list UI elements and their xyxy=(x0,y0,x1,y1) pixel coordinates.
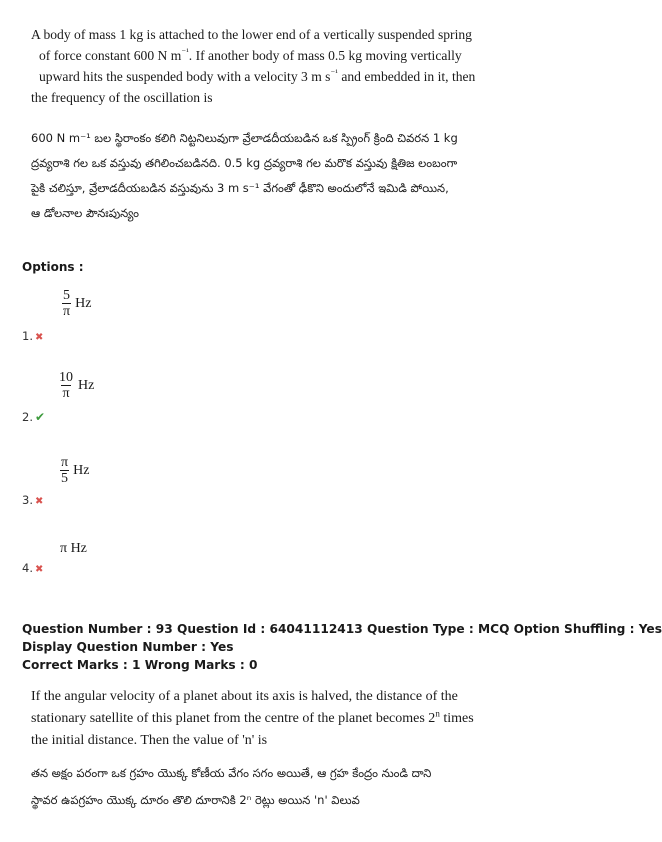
question-meta-line: Display Question Number : Yes xyxy=(22,640,234,654)
question2-line: the initial distance. Then the value of 'n' is xyxy=(31,733,268,748)
option-2-numerator: 10 xyxy=(59,370,73,385)
wrong-icon: ✖ xyxy=(34,496,44,507)
question-line: A body of mass 1 kg is attached to the lower end of a vertically suspended spring xyxy=(31,27,472,42)
option-2-denominator: π xyxy=(62,386,70,401)
question-line-te: ద్రవ్యరాశి గల ఒక వస్తువు తగిలించబడినది. 0.5 kg ద్రవ్యరాశి గల మరొక వస్తువు క్షితిజ లంబంగా xyxy=(31,156,458,170)
question-text-en xyxy=(31,24,551,108)
option-3-unit: Hz xyxy=(73,462,90,478)
question-line-te: 600 N m⁻¹ బల స్థిరాంకం కలిగి నిట్టనిలువుగా వ్రేలాడదీయబడిన ఒక స్ప్రింగ్ క్రింది చివరన 1 kg xyxy=(31,131,458,145)
option-1-label xyxy=(22,329,43,343)
option-2-value[interactable] xyxy=(58,370,94,401)
option-3-label xyxy=(22,493,43,507)
question-line: upward hits the suspended body with a velocity 3 m $s^{^{-1}}$ and embedded in it, then xyxy=(39,67,476,84)
question-line: the frequency of the oscillation is xyxy=(31,90,213,105)
option-3-numerator: π xyxy=(61,455,69,470)
check-icon: ✔ xyxy=(34,410,46,424)
question-text-te xyxy=(31,126,561,226)
wrong-icon: ✖ xyxy=(34,564,44,575)
question2-line-te: తన అక్షం పరంగా ఒక గ్రహం యొక్క కోణీయ వేగం సగం అయితే, ఆ గ్రహ కేంద్రం నుండి దాని xyxy=(31,766,432,780)
option-2-number: 2. xyxy=(22,410,33,424)
question2-line: If the angular velocity of a planet about its axis is halved, the distance of the xyxy=(31,689,458,704)
option-1-unit: Hz xyxy=(75,295,92,311)
option-4-label xyxy=(22,561,43,575)
option-1-value[interactable] xyxy=(62,288,91,319)
question-line-te: ఆ డోలనాల పౌనఃపున్యం xyxy=(31,206,139,220)
question2-line: stationary satellite of this planet from the centre of the planet becomes 2$^n$ times xyxy=(31,708,474,726)
question-line-te: పైకి చలిస్తూ, వ్రేలాడదీయబడిన వస్తువును 3 m s⁻¹ వేగంతో ఢీకొని అందులోనే ఇమిడి పోయిన, xyxy=(31,181,449,195)
option-1-numerator: 5 xyxy=(63,288,71,303)
option-4-text: π Hz xyxy=(60,541,87,556)
question-meta-line: Correct Marks : 1 Wrong Marks : 0 xyxy=(22,658,258,672)
option-1-denominator: π xyxy=(63,304,71,319)
option-2-label xyxy=(22,410,45,424)
options-header: Options : xyxy=(22,260,84,274)
option-3-value[interactable] xyxy=(60,455,89,486)
wrong-icon: ✖ xyxy=(34,332,44,343)
option-4-number: 4. xyxy=(22,561,33,575)
question2-text-en xyxy=(31,686,474,752)
question2-line-te: స్థావర ఉపగ్రహం యొక్క దూరం తొలి దూరానికి 2ⁿ రెట్లు అయిన 'n' విలువ xyxy=(31,793,360,807)
option-3-number: 3. xyxy=(22,493,33,507)
question-line: of force constant 600 N $m^{^{-1}}$. If another body of mass 0.5 kg moving vertically xyxy=(39,46,462,63)
question-meta-line: Question Number : 93 Question Id : 64041112413 Question Type : MCQ Option Shuffling : Yes xyxy=(22,622,662,636)
option-1-number: 1. xyxy=(22,329,33,343)
option-3-denominator: 5 xyxy=(61,471,69,486)
option-4-value[interactable] xyxy=(60,541,87,557)
question-meta xyxy=(22,620,662,674)
option-2-unit: Hz xyxy=(78,377,95,393)
question2-text-te xyxy=(31,760,431,814)
